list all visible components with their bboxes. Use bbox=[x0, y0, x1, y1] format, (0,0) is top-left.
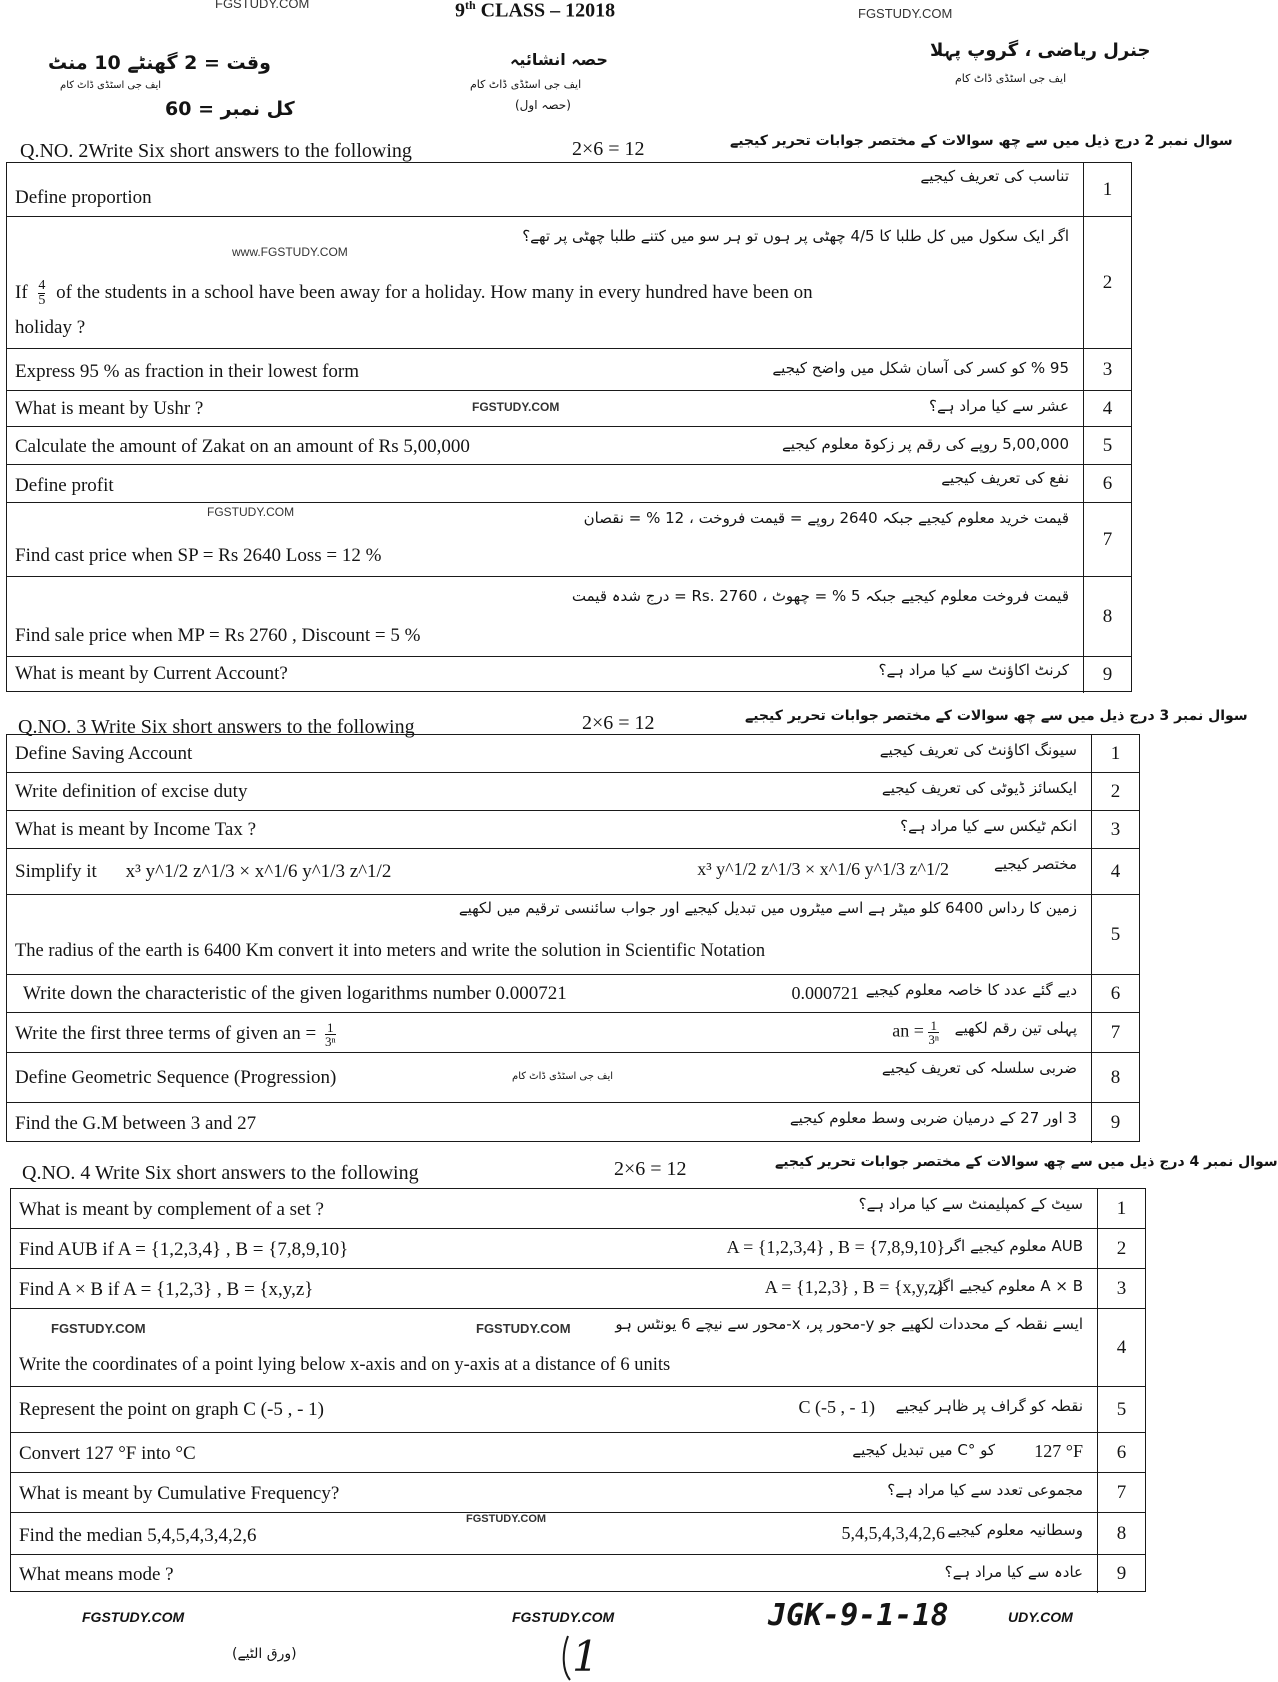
q2-row-5 bbox=[7, 427, 1131, 465]
q4-8-watermark: FGSTUDY.COM bbox=[466, 1513, 547, 1525]
q3-6-urdu: دیے گئے عدد کا خاصہ معلوم کیجیے bbox=[865, 981, 1077, 999]
q4-3-math: A = {1,2,3} , B = {x,y,z} bbox=[764, 1277, 945, 1297]
handwritten-paper-code: JGK-9-1-18 bbox=[768, 1598, 949, 1633]
q2-3-number: 3 bbox=[1083, 349, 1131, 390]
section-label: حصہ انشائیہ bbox=[510, 50, 608, 69]
q3-7-number: 7 bbox=[1091, 1013, 1139, 1052]
q2-3-english: Express 95 % as fraction in their lowest form bbox=[15, 361, 360, 382]
q4-row-7 bbox=[11, 1473, 1145, 1513]
q4-4-english: Write the coordinates of a point lying below x-axis and on y-axis at a distance of 6 units bbox=[19, 1355, 671, 1375]
q4-7-english: What is meant by Cumulative Frequency? bbox=[19, 1483, 340, 1504]
total-marks: کل نمبر = 60 bbox=[165, 98, 295, 120]
watermark-top-left: FGSTUDY.COM bbox=[215, 0, 310, 11]
q4-6-urdu: کو °C میں تبدیل کیجیے bbox=[852, 1441, 995, 1459]
q4-6-number: 6 bbox=[1097, 1433, 1145, 1472]
q4-3-english: Find A × B if A = {1,2,3} , B = {x,y,z} bbox=[19, 1279, 314, 1300]
q3-4-math: x³ y^1/2 z^1/3 × x^1/6 y^1/3 z^1/2 bbox=[125, 861, 392, 882]
q4-9-urdu: عادہ سے کیا مراد ہے؟ bbox=[944, 1563, 1083, 1581]
q4-7-number: 7 bbox=[1097, 1473, 1145, 1512]
q2-7-urdu: قیمت خرید معلوم کیجیے جبکہ 2640 روپے = قیمت فروخت ، 12 % = نقصان bbox=[583, 509, 1069, 527]
q3-row-8 bbox=[7, 1053, 1139, 1103]
q4-urdu-heading: سوال نمبر 4 درج ذیل میں سے چھ سوالات کے مختصر جوابات تحریر کیجیے bbox=[775, 1154, 1278, 1170]
q4-1-urdu: سیٹ کے کمپلیمنٹ سے کیا مراد ہے؟ bbox=[858, 1195, 1083, 1213]
turn-over-note: (ورق الٹیے) bbox=[232, 1646, 297, 1662]
q2-3-urdu: 95 % کو کسر کی آسان شکل میں واضح کیجیے bbox=[772, 359, 1069, 377]
q2-8-number: 8 bbox=[1083, 577, 1131, 656]
q3-2-number: 2 bbox=[1091, 773, 1139, 810]
q3-8-english: Define Geometric Sequence (Progression) bbox=[15, 1067, 337, 1088]
time-allowed: وقت = 2 گھنٹے 10 منٹ bbox=[48, 52, 271, 74]
q2-1-urdu: تناسب کی تعریف کیجیے bbox=[920, 167, 1069, 185]
q3-9-english: Find the G.M between 3 and 27 bbox=[15, 1113, 257, 1134]
q2-7-number: 7 bbox=[1083, 503, 1131, 576]
page-number-mark: 1 bbox=[572, 1632, 599, 1681]
q3-table bbox=[6, 734, 1140, 1142]
q4-4-urdu: ایسے نقطہ کے محددات لکھیے جو y-محور پر، x-محور سے نیچے 6 یونٹس ہو bbox=[615, 1315, 1083, 1333]
q2-2-fraction: $\frac{4}{5}$ bbox=[38, 278, 46, 308]
q4-9-number: 9 bbox=[1097, 1555, 1145, 1593]
q2-5-english: Calculate the amount of Zakat on an amount of Rs 5,00,000 bbox=[15, 436, 470, 457]
q4-8-english: Find the median 5,4,5,4,3,4,2,6 bbox=[19, 1525, 257, 1546]
page-mark-curve bbox=[564, 1636, 570, 1680]
q4-table bbox=[10, 1188, 1146, 1592]
q3-3-urdu: انکم ٹیکس سے کیا مراد ہے؟ bbox=[900, 817, 1077, 835]
q4-8-math: 5,4,5,4,3,4,2,6 bbox=[841, 1523, 945, 1543]
q2-2-urdu: اگر ایک سکول میں کل طلبا کا 4/5 چھٹی پر ہوں تو ہر سو میں کتنے طلبا چھٹی پر تھے؟ bbox=[522, 227, 1069, 245]
time-sub-watermark: ایف جی اسٹڈی ڈاٹ کام bbox=[60, 80, 162, 91]
q4-row-9 bbox=[11, 1555, 1145, 1593]
q4-5-number: 5 bbox=[1097, 1387, 1145, 1432]
q2-row-1 bbox=[7, 163, 1131, 217]
q4-6-english: Convert 127 °F into °C bbox=[19, 1443, 196, 1464]
q3-urdu-heading: سوال نمبر 3 درج ذیل میں سے چھ سوالات کے مختصر جوابات تحریر کیجیے bbox=[745, 708, 1248, 724]
q3-row-1 bbox=[7, 735, 1139, 773]
q2-9-english: What is meant by Current Account? bbox=[15, 663, 288, 684]
q3-row-4 bbox=[7, 849, 1139, 895]
q2-row-8 bbox=[7, 577, 1131, 657]
q4-row-3 bbox=[11, 1269, 1145, 1309]
q2-row-2 bbox=[7, 217, 1131, 349]
q2-5-urdu: 5,00,000 روپے کی رقم پر زکوۃ معلوم کیجیے bbox=[782, 435, 1069, 453]
q4-2-math: A = {1,2,3,4} , B = {7,8,9,10} bbox=[726, 1237, 945, 1257]
q4-row-2 bbox=[11, 1229, 1145, 1269]
q4-row-1 bbox=[11, 1189, 1145, 1229]
q4-1-number: 1 bbox=[1097, 1189, 1145, 1228]
q3-6-math: 0.000721 bbox=[791, 983, 859, 1003]
q2-row-3 bbox=[7, 349, 1131, 391]
q3-7-english: Write the first three terms of given an = $\frac{1}{\text{3ⁿ}}$ bbox=[15, 1020, 336, 1049]
q3-row-5 bbox=[7, 895, 1139, 975]
q3-6-english: Write down the characteristic of the given logarithms number 0.000721 bbox=[23, 983, 567, 1004]
q2-row-9 bbox=[7, 657, 1131, 693]
q2-2-watermark: www.FGSTUDY.COM bbox=[232, 245, 348, 259]
q3-7-fraction: $\frac{1}{\text{3ⁿ}}$ bbox=[324, 1020, 336, 1049]
q2-6-urdu: نفع کی تعریف کیجیے bbox=[941, 469, 1069, 487]
q2-2-english-cont: holiday ? bbox=[15, 317, 86, 338]
q4-1-english: What is meant by complement of a set ? bbox=[19, 1199, 324, 1220]
q2-7-watermark: FGSTUDY.COM bbox=[207, 505, 295, 519]
q2-row-7 bbox=[7, 503, 1131, 577]
q3-8-watermark: ایف جی اسٹڈی ڈاٹ کام bbox=[512, 1071, 614, 1082]
q2-8-urdu: قیمت فروخت معلوم کیجیے جبکہ 5 % = چھوٹ ، Rs. 2760 = درج شدہ قیمت bbox=[571, 587, 1069, 605]
q2-marks: 2×6 = 12 bbox=[572, 138, 645, 160]
q2-4-number: 4 bbox=[1083, 391, 1131, 426]
q4-9-english: What means mode ? bbox=[19, 1564, 174, 1585]
q3-3-number: 3 bbox=[1091, 811, 1139, 848]
q3-5-english: The radius of the earth is 6400 Km convert it into meters and write the solution in Scientific Notation bbox=[15, 941, 766, 961]
q4-row-8 bbox=[11, 1513, 1145, 1555]
q3-4-number: 4 bbox=[1091, 849, 1139, 894]
q2-4-english: What is meant by Ushr ? bbox=[15, 398, 204, 419]
q4-8-number: 8 bbox=[1097, 1513, 1145, 1554]
q4-5-english: Represent the point on graph C (-5 , - 1) bbox=[19, 1399, 324, 1420]
q2-2-number: 2 bbox=[1083, 217, 1131, 348]
q4-row-4 bbox=[11, 1309, 1145, 1387]
q4-row-5 bbox=[11, 1387, 1145, 1433]
q4-5-math: C (-5 , - 1) bbox=[798, 1397, 875, 1417]
footer-watermark-left: FGSTUDY.COM bbox=[82, 1609, 185, 1625]
q4-3-number: 3 bbox=[1097, 1269, 1145, 1308]
q2-5-number: 5 bbox=[1083, 427, 1131, 464]
footer-watermark-right: UDY.COM bbox=[1008, 1609, 1073, 1625]
subject-sub: ایف جی اسٹڈی ڈاٹ کام bbox=[955, 72, 1067, 85]
q2-1-english: Define proportion bbox=[15, 187, 152, 208]
q4-marks: 2×6 = 12 bbox=[614, 1158, 687, 1180]
class-title: 9th CLASS – 12018 bbox=[455, 0, 616, 22]
q3-9-number: 9 bbox=[1091, 1103, 1139, 1143]
q3-4-urdu: مختصر کیجیے bbox=[994, 855, 1077, 873]
q3-7-fraction-right: $\frac{1}{\text{3ⁿ}}$ bbox=[928, 1018, 939, 1047]
subject-title: جنرل ریاضی ، گروپ پہلا bbox=[930, 40, 1151, 61]
q3-3-english: What is meant by Income Tax ? bbox=[15, 819, 257, 840]
q3-5-urdu: زمین کا رداس 6400 کلو میٹر ہے اسے میٹروں میں تبدیل کیجیے اور جواب سائنسی ترقیم میں لکھیے bbox=[458, 899, 1077, 917]
q2-4-urdu: عشر سے کیا مراد ہے؟ bbox=[929, 397, 1069, 415]
q4-2-urdu: AUB معلوم کیجیے اگر bbox=[945, 1237, 1083, 1255]
q4-4-number: 4 bbox=[1097, 1309, 1145, 1386]
q4-6-math: 127 °F bbox=[1034, 1441, 1083, 1461]
q2-6-number: 6 bbox=[1083, 465, 1131, 502]
q3-7-urdu: پہلی تین رقم لکھیے bbox=[954, 1019, 1077, 1037]
q3-heading: Q.NO. 3 Write Six short answers to the following bbox=[18, 716, 415, 738]
q3-2-urdu: ایکسائز ڈیوٹی کی تعریف کیجیے bbox=[881, 779, 1077, 797]
q4-7-urdu: مجموعی تعدد سے کیا مراد ہے؟ bbox=[887, 1481, 1083, 1499]
q2-table bbox=[6, 162, 1132, 692]
q2-8-english: Find sale price when MP = Rs 2760 , Discount = 5 % bbox=[15, 625, 421, 646]
q3-4-math-urdu-side: x³ y^1/2 z^1/3 × x^1/6 y^1/3 z^1/2 bbox=[697, 859, 949, 879]
q4-4-watermark-center: FGSTUDY.COM bbox=[476, 1321, 571, 1336]
q4-2-number: 2 bbox=[1097, 1229, 1145, 1268]
q2-7-english: Find cast price when SP = Rs 2640 Loss = 12 % bbox=[15, 545, 382, 566]
page-mark-stroke bbox=[560, 1630, 620, 1682]
q4-5-urdu: نقطہ کو گراف پر ظاہر کیجیے bbox=[895, 1397, 1083, 1415]
q3-row-9 bbox=[7, 1103, 1139, 1143]
q4-2-english: Find AUB if A = {1,2,3,4} , B = {7,8,9,10} bbox=[19, 1239, 349, 1260]
q4-8-urdu: وسطانیہ معلوم کیجیے bbox=[947, 1521, 1083, 1539]
q3-1-number: 1 bbox=[1091, 735, 1139, 772]
watermark-top-right: FGSTUDY.COM bbox=[858, 6, 953, 21]
q3-row-2 bbox=[7, 773, 1139, 811]
q3-8-number: 8 bbox=[1091, 1053, 1139, 1102]
q3-5-number: 5 bbox=[1091, 895, 1139, 974]
q3-8-urdu: ضربی سلسلہ کی تعریف کیجیے bbox=[881, 1059, 1077, 1077]
q4-4-watermark-left: FGSTUDY.COM bbox=[51, 1321, 146, 1336]
q2-row-6 bbox=[7, 465, 1131, 503]
q4-row-6 bbox=[11, 1433, 1145, 1473]
q4-heading: Q.NO. 4 Write Six short answers to the following bbox=[22, 1162, 419, 1184]
q2-1-number: 1 bbox=[1083, 163, 1131, 216]
q3-row-3 bbox=[7, 811, 1139, 849]
q3-1-urdu: سیونگ اکاؤنٹ کی تعریف کیجیے bbox=[879, 741, 1077, 759]
footer-watermark-center: FGSTUDY.COM bbox=[512, 1609, 615, 1625]
q3-4-english: Simplify it x³ y^1/2 z^1/3 × x^1/6 y^1/3 z^1/2 bbox=[15, 861, 392, 882]
q2-4-watermark: FGSTUDY.COM bbox=[472, 400, 560, 414]
q2-row-4 bbox=[7, 391, 1131, 427]
q2-9-urdu: کرنٹ اکاؤنٹ سے کیا مراد ہے؟ bbox=[878, 661, 1069, 679]
section-sub: ایف جی اسٹڈی ڈاٹ کام bbox=[470, 78, 582, 91]
q3-marks: 2×6 = 12 bbox=[582, 712, 655, 734]
q2-heading: Q.NO. 2Write Six short answers to the following bbox=[20, 140, 412, 162]
q3-9-urdu: 3 اور 27 کے درمیان ضربی وسط معلوم کیجیے bbox=[789, 1109, 1077, 1127]
q3-2-english: Write definition of excise duty bbox=[15, 781, 248, 802]
q3-7-math: an = $\frac{1}{\text{3ⁿ}}$ bbox=[892, 1018, 939, 1047]
q3-1-english: Define Saving Account bbox=[15, 743, 193, 764]
q3-row-7 bbox=[7, 1013, 1139, 1053]
q3-row-6 bbox=[7, 975, 1139, 1013]
q2-2-english: If $\frac{4}{5}$ of the students in a school have been away for a holiday. How many in every hundred have been on bbox=[15, 278, 813, 308]
q2-6-english: Define profit bbox=[15, 475, 114, 496]
section-part: (حصہ اول) bbox=[515, 98, 571, 112]
q4-3-urdu: A × B معلوم کیجیے اگر bbox=[934, 1277, 1083, 1295]
q2-urdu-heading: سوال نمبر 2 درج ذیل میں سے چھ سوالات کے مختصر جوابات تحریر کیجیے bbox=[730, 133, 1233, 149]
q3-6-number: 6 bbox=[1091, 975, 1139, 1012]
q2-9-number: 9 bbox=[1083, 657, 1131, 693]
